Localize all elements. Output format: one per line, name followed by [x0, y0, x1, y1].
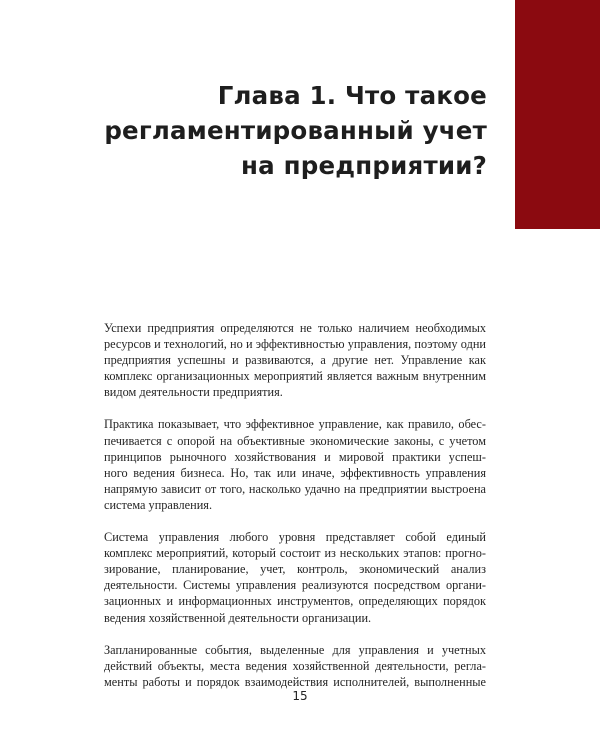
text-line: комплекс организационных мероприятий является важным внутренним: [104, 369, 486, 384]
text-line: Практика показывает, что эффективное управление, как правило, обес-: [104, 417, 486, 432]
text-line: Запланированные события, выделенные для управления и учетных: [104, 642, 486, 657]
text-line: деятельности. Системы управления реализуются посредством органи-: [104, 578, 486, 593]
text-line: зирование, планирование, учет, контроль, экономический анализ: [104, 562, 486, 577]
chapter-title-line: регламентированный учет: [104, 116, 487, 145]
text-line: ного ведения бизнеса. Но, так или иначе, эффективность управления: [104, 465, 486, 480]
text-line: напрямую зависит от того, насколько удачно на предприятии выстроена: [104, 481, 486, 496]
text-line: принципов рыночного хозяйствования и мировой практики успеш-: [104, 449, 486, 464]
chapter-title-line: Глава 1. Что такое: [217, 81, 487, 110]
text-line: Успехи предприятия определяются не только наличием необходимых: [104, 321, 486, 335]
text-line: печивается с опорой на объективные экономические законы, с учетом: [104, 433, 486, 448]
text-line: видом деятельности предприятия.: [104, 385, 283, 400]
chapter-title: [67, 78, 487, 183]
text-line: ресурсов и технологий, но и эффективностью управления, поэтому одни: [104, 337, 486, 352]
text-line: Система управления любого уровня представляет собой единый: [104, 530, 486, 545]
text-line: комплекс мероприятий, который состоит из нескольких этапов: прогно-: [104, 546, 486, 561]
text-line: система управления.: [104, 497, 213, 512]
paragraph: [104, 529, 486, 626]
text-line: ведения хозяйственной деятельности организации.: [104, 610, 372, 625]
text-line: зационных и информационных инструментов, определяющих порядок: [104, 594, 486, 609]
page-number: 15: [292, 689, 308, 703]
text-line: менты работы и порядок взаимодействия исполнителей, выполненные: [104, 674, 486, 689]
paragraph: [104, 642, 486, 690]
text-line: действий объекты, места ведения хозяйственной деятельности, регла-: [104, 658, 486, 673]
chapter-accent-bar: [515, 0, 600, 229]
chapter-title-line: на предприятии?: [241, 151, 487, 180]
paragraph: [104, 416, 486, 513]
body-text: [104, 320, 486, 706]
text-line: предприятия успешны и развиваются, а другие нет. Управление как: [104, 353, 486, 368]
paragraph: [104, 320, 486, 400]
